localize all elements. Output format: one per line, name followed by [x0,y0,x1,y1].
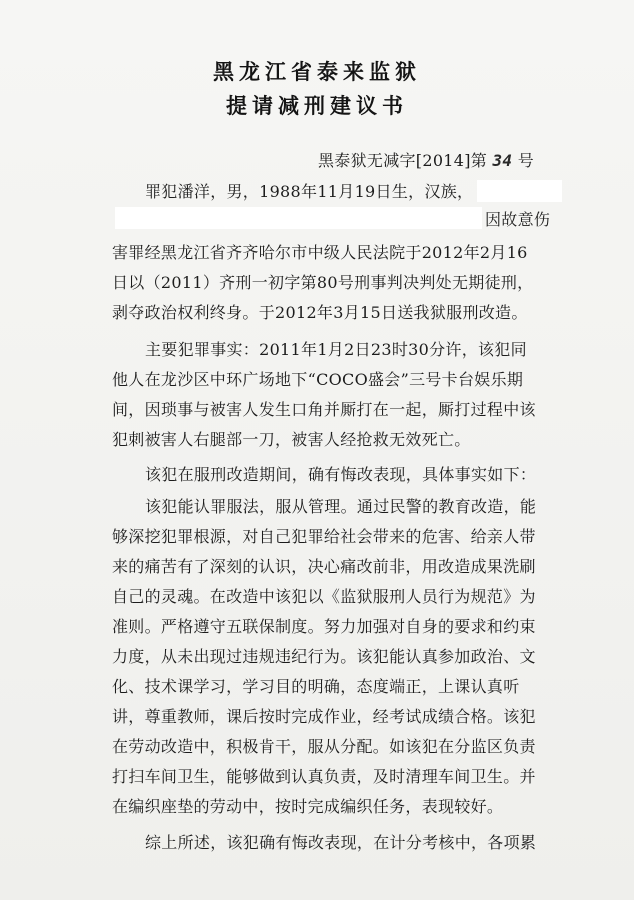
body-line: 化、技术课学习，学习目的明确，态度端正，上课认真听 [112,677,520,696]
body-line: 来的痛苦有了深刻的认识，决心痛改前非，用改造成果洗刷 [112,557,536,576]
body-line: 力度，从未出现过违规违纪行为。该犯能认真参加政治、文 [112,647,536,666]
body-line: 在劳动改造中，积极肯干，服从分配。如该犯在分监区负责 [112,737,536,756]
body-line: 主要犯罪事实：2011年1月2日23时30分许，该犯同 [145,340,527,359]
body-line: 该犯能认罪服法，服从管理。通过民警的教育改造，能 [145,497,537,516]
body-line: 该犯在服刑改造期间，确有悔改表现，具体事实如下： [145,465,537,484]
body-line: 罪犯潘洋，男，1988年11月19日生，汉族， [145,182,474,201]
body-line: 害罪经黑龙江省齐齐哈尔市中级人民法院于2012年2月16 [112,243,528,262]
document-title-line-1: 黑龙江省泰来监狱 [213,60,421,84]
document-number [318,151,534,171]
redaction-box [115,207,482,229]
body-line: 够深挖犯罪根源，对自己犯罪给社会带来的危害、给亲人带 [112,527,536,546]
body-line: 综上所述，该犯确有悔改表现，在计分考核中，各项累 [145,833,537,852]
body-line: 犯刺被害人右腿部一刀，被害人经抢救无效死亡。 [112,430,471,449]
document-number-suffix: 号 [517,151,535,170]
body-line: 日以（2011）齐刑一初字第80号刑事判决判处无期徒刑， [112,273,534,292]
document-title-line-2: 提请减刑建议书 [226,94,408,118]
body-line: 准则。严格遵守五联保制度。努力加强对自身的要求和约束 [112,617,536,636]
document-number-prefix: 黑泰狱无减字[2014]第 [318,151,488,170]
body-line: 他人在龙沙区中环广场地下“COCO盛会”三号卡台娱乐期 [112,370,524,389]
body-line: 间，因琐事与被害人发生口角并厮打在一起，厮打过程中该 [112,400,536,419]
body-line: 在编织座垫的劳动中，按时完成编织任务，表现较好。 [112,797,504,816]
redaction-box [477,180,562,202]
body-line: 因故意伤 [485,210,551,229]
body-line: 讲，尊重教师，课后按时完成作业，经考试成绩合格。该犯 [112,707,536,726]
document-number-handwritten: 34 [492,151,513,170]
body-line: 剥夺政治权利终身。于2012年3月15日送我狱服刑改造。 [112,303,528,322]
body-line: 自己的灵魂。在改造中该犯以《监狱服刑人员行为规范》为 [112,587,536,606]
body-line: 打扫车间卫生，能够做到认真负责，及时清理车间卫生。并 [112,767,536,786]
